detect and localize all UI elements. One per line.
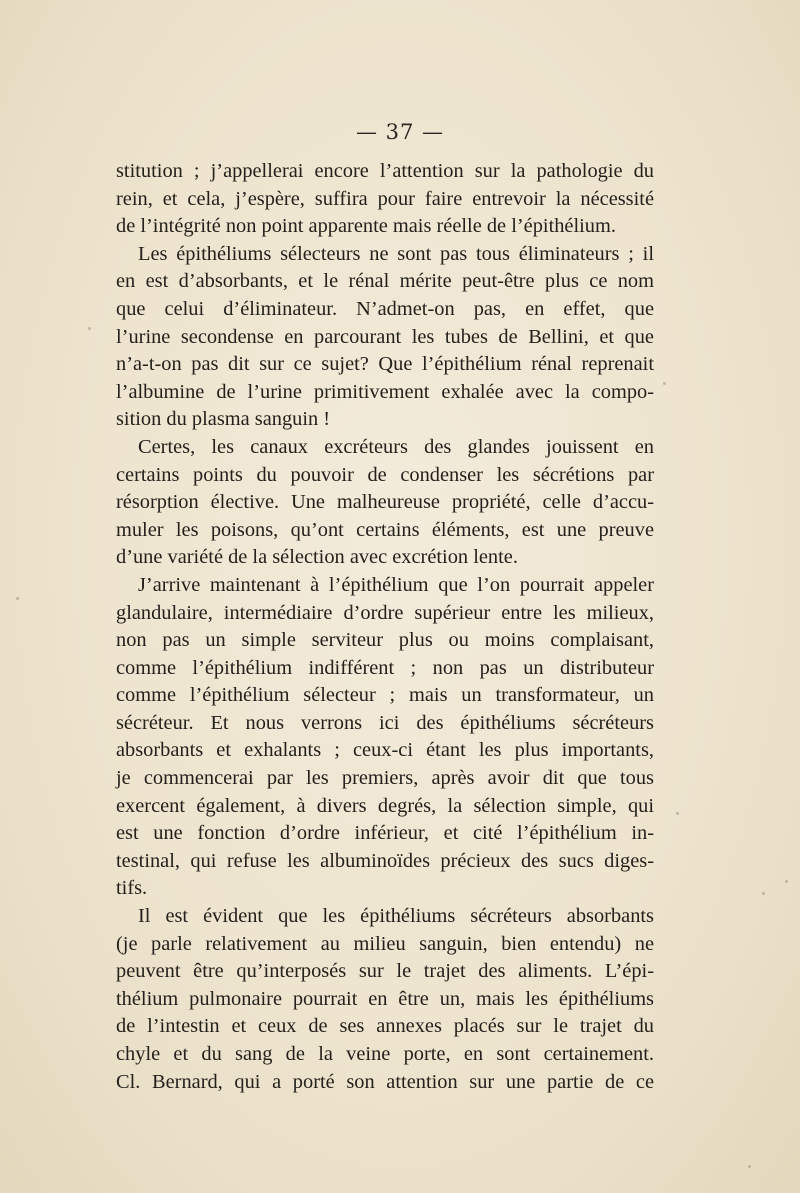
text-line: J’arrive maintenant à l’épithélium que l’on pourrait appeler [138, 573, 654, 596]
text-line: sécréteur. Et nous verrons ici des épithéliums sécréteurs [116, 711, 654, 734]
text-line: stitution ; j’appellerai encore l’attention sur la pathologie du [116, 160, 654, 182]
text-line: tifs. [116, 877, 148, 900]
paper-speck [88, 327, 91, 330]
paper-speck [748, 1165, 751, 1168]
text-line: (je parle relativement au milieu sanguin, bien entendu) ne [116, 932, 654, 955]
text-line: de l’intestin et ceux de ses annexes placés sur le trajet du [116, 1015, 654, 1038]
text-line: n’a-t-on pas dit sur ce sujet? Que l’épithélium rénal reprenait [116, 353, 654, 376]
body-text [116, 158, 654, 1096]
text-line: je commencerai par les premiers, après avoir dit que tous [116, 767, 654, 790]
text-line: que celui d’éliminateur. N’admet-on pas, en effet, que [116, 297, 654, 320]
text-line: comme l’épithélium indifférent ; non pas un distributeur [116, 656, 654, 679]
text-line: Les épithéliums sélecteurs ne sont pas tous éliminateurs ; il [138, 242, 654, 265]
text-line: l’urine secondense en parcourant les tubes de Bellini, et que [116, 325, 654, 348]
text-line: non pas un simple serviteur plus ou moins complaisant, [116, 629, 654, 652]
text-line: absorbants et exhalants ; ceux-ci étant les plus importants, [116, 739, 654, 762]
text-line: Certes, les canaux excréteurs des glandes jouissent en [138, 435, 654, 458]
text-line: peuvent être qu’interposés sur le trajet des aliments. L’épi- [116, 960, 654, 983]
text-line: certains points du pouvoir de condenser les sécrétions par [116, 463, 654, 486]
text-line: l’albumine de l’urine primitivement exhalée avec la compo- [116, 380, 654, 403]
text-line: muler les poisons, qu’ont certains éléments, est une preuve [116, 518, 654, 541]
text-line: de l’intégrité non point apparente mais réelle de l’épithélium. [116, 215, 616, 238]
paper-speck [676, 812, 679, 815]
text-line: sition du plasma sanguin ! [116, 408, 331, 431]
text-line: Cl. Bernard, qui a porté son attention sur une partie de ce [116, 1070, 654, 1093]
page-number: — 37 — [355, 120, 445, 144]
text-line: d’une variété de la sélection avec excrétion lente. [116, 546, 518, 569]
text-line: thélium pulmonaire pourrait en être un, mais les épithéliums [116, 987, 654, 1010]
text-line: résorption élective. Une malheureuse propriété, celle d’accu- [116, 491, 654, 514]
text-line: rein, et cela, j’espère, suffira pour faire entrevoir la nécessité [116, 187, 654, 210]
text-line: en est d’absorbants, et le rénal mérite peut-être plus ce nom [116, 270, 654, 293]
text-line: est une fonction d’ordre inférieur, et cité l’épithélium in- [116, 822, 654, 845]
text-line: exercent également, à divers degrés, la sélection simple, qui [116, 794, 654, 817]
text-line: Il est évident que les épithéliums sécréteurs absorbants [138, 905, 654, 928]
paper-speck [785, 880, 788, 883]
text-line: comme l’épithélium sélecteur ; mais un transformateur, un [116, 684, 654, 707]
paper-speck [663, 382, 666, 385]
paper-speck [762, 892, 765, 895]
paper-speck [16, 597, 19, 600]
text-line: glandulaire, intermédiaire d’ordre supérieur entre les milieux, [116, 601, 654, 624]
text-line: testinal, qui refuse les albuminoïdes précieux des sucs diges- [116, 849, 654, 872]
text-line: chyle et du sang de la veine porte, en sont certainement. [116, 1043, 654, 1065]
